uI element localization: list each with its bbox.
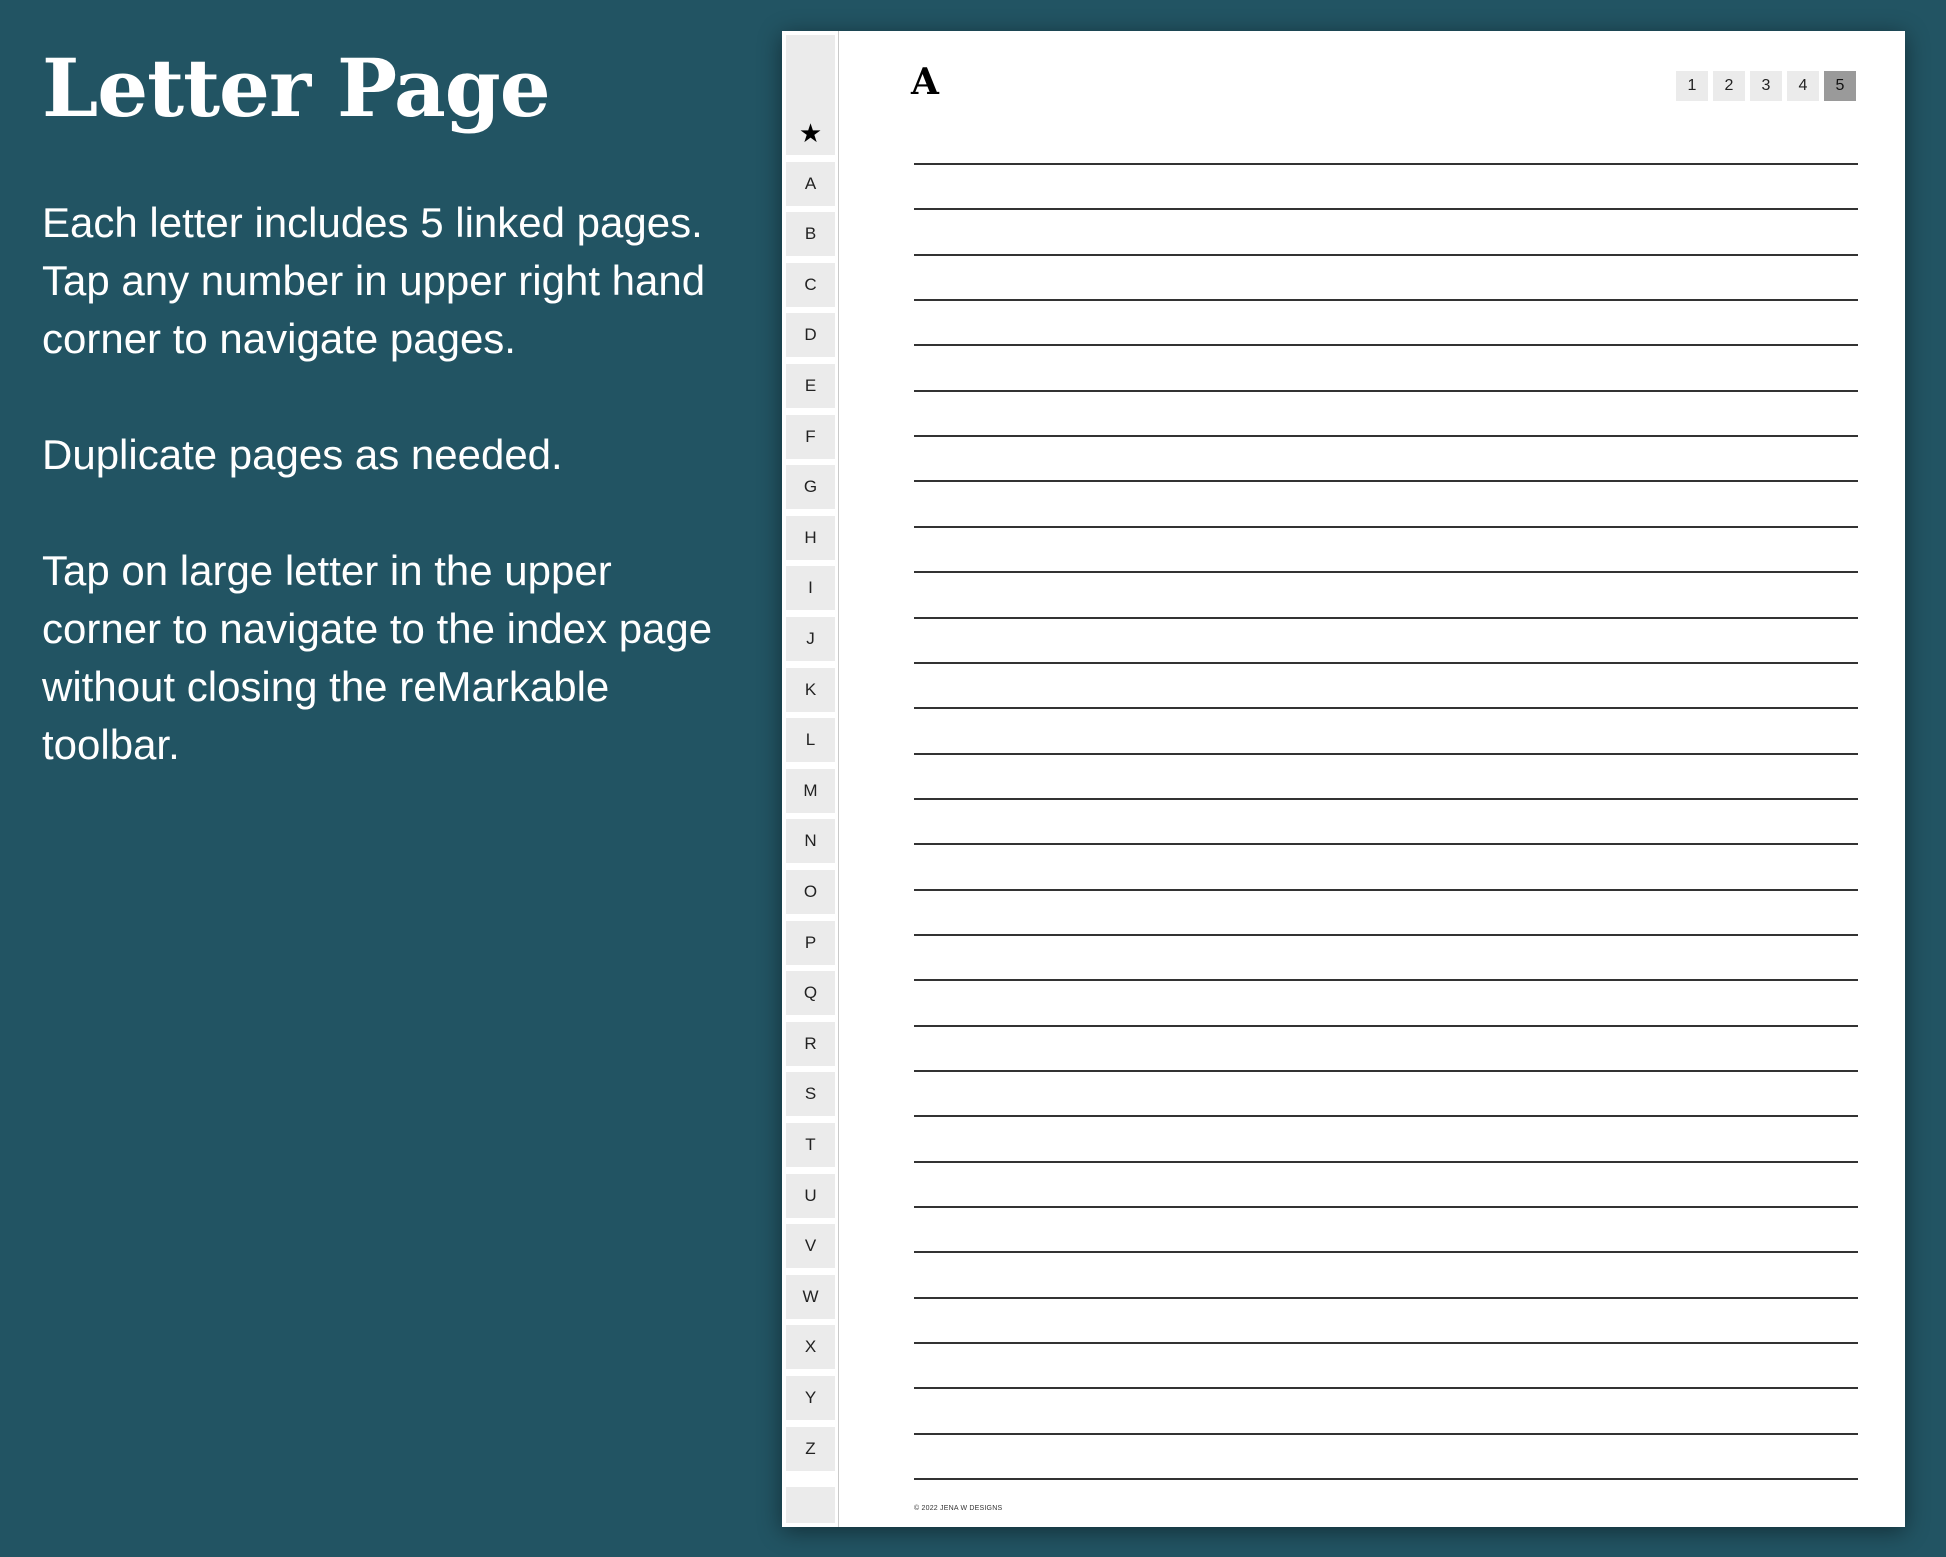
ruled-line — [914, 1115, 1858, 1117]
ruled-line — [914, 526, 1858, 528]
ruled-line — [914, 1433, 1858, 1435]
description-paragraph: Tap on large letter in the upper corner to navigate to the index page without closing the reMarkable toolbar. — [42, 547, 713, 768]
ruled-line — [914, 798, 1858, 800]
ruled-line — [914, 571, 1858, 573]
letter-sidebar — [782, 31, 839, 1527]
ruled-line — [914, 1161, 1858, 1163]
description — [42, 194, 742, 774]
sidebar-tab-v[interactable]: V — [786, 1224, 835, 1268]
sidebar-tab-r[interactable]: R — [786, 1022, 835, 1066]
sidebar-tab-c[interactable]: C — [786, 263, 835, 307]
sidebar-tab-b[interactable]: B — [786, 212, 835, 256]
copyright-text: © 2022 JENA W DESIGNS — [914, 1505, 1003, 1512]
ruled-line — [914, 435, 1858, 437]
page-number-nav — [1676, 71, 1856, 101]
sidebar-tab-d[interactable]: D — [786, 313, 835, 357]
description-paragraph: Duplicate pages as needed. — [42, 431, 563, 478]
ruled-line — [914, 1206, 1858, 1208]
ruled-line — [914, 208, 1858, 210]
sidebar-tab-e[interactable]: E — [786, 364, 835, 408]
ruled-line — [914, 1297, 1858, 1299]
sidebar-tab-k[interactable]: K — [786, 668, 835, 712]
sidebar-tab-y[interactable]: Y — [786, 1376, 835, 1420]
ruled-line — [914, 707, 1858, 709]
sidebar-tab-f[interactable]: F — [786, 415, 835, 459]
ruled-line — [914, 299, 1858, 301]
sidebar-tab-o[interactable]: O — [786, 870, 835, 914]
sidebar-tab-j[interactable]: J — [786, 617, 835, 661]
sidebar-tab-u[interactable]: U — [786, 1174, 835, 1218]
index-letter-link[interactable]: A — [911, 61, 939, 103]
ruled-line — [914, 1387, 1858, 1389]
ruled-line — [914, 344, 1858, 346]
sidebar-tab-t[interactable]: T — [786, 1123, 835, 1167]
ruled-line — [914, 390, 1858, 392]
sidebar-tab-w[interactable]: W — [786, 1275, 835, 1319]
sidebar-tab-a[interactable]: A — [786, 162, 835, 206]
sidebar-tab-i[interactable]: I — [786, 566, 835, 610]
ruled-line — [914, 1025, 1858, 1027]
page-number-1[interactable]: 1 — [1676, 71, 1708, 101]
info-panel — [42, 40, 742, 832]
description-paragraph: Each letter includes 5 linked pages. Tap any number in upper right hand corner to navigate pages. — [42, 199, 706, 362]
page-number-3[interactable]: 3 — [1750, 71, 1782, 101]
ruled-line — [914, 889, 1858, 891]
ruled-line — [914, 254, 1858, 256]
page-number-4[interactable]: 4 — [1787, 71, 1819, 101]
sidebar-tab-m[interactable]: M — [786, 769, 835, 813]
sidebar-bottom-block — [786, 1487, 835, 1523]
page-number-5[interactable]: 5 — [1824, 71, 1856, 101]
planner-page — [782, 31, 1905, 1527]
ruled-line — [914, 662, 1858, 664]
star-icon[interactable]: ★ — [786, 111, 835, 155]
page-heading: Letter Page — [42, 41, 550, 135]
sidebar-tab-n[interactable]: N — [786, 819, 835, 863]
ruled-line — [914, 1251, 1858, 1253]
ruled-line — [914, 979, 1858, 981]
ruled-line — [914, 843, 1858, 845]
ruled-line — [914, 1342, 1858, 1344]
ruled-line — [914, 1070, 1858, 1072]
sidebar-tab-z[interactable]: Z — [786, 1427, 835, 1471]
sidebar-tab-l[interactable]: L — [786, 718, 835, 762]
ruled-line — [914, 617, 1858, 619]
ruled-line — [914, 1478, 1858, 1480]
sidebar-tab-g[interactable]: G — [786, 465, 835, 509]
sidebar-tab-p[interactable]: P — [786, 921, 835, 965]
sidebar-tab-h[interactable]: H — [786, 516, 835, 560]
ruled-line — [914, 753, 1858, 755]
page-number-2[interactable]: 2 — [1713, 71, 1745, 101]
sidebar-tab-q[interactable]: Q — [786, 971, 835, 1015]
sidebar-tab-s[interactable]: S — [786, 1072, 835, 1116]
sidebar-tab-x[interactable]: X — [786, 1325, 835, 1369]
ruled-line — [914, 480, 1858, 482]
ruled-line — [914, 163, 1858, 165]
ruled-line — [914, 934, 1858, 936]
